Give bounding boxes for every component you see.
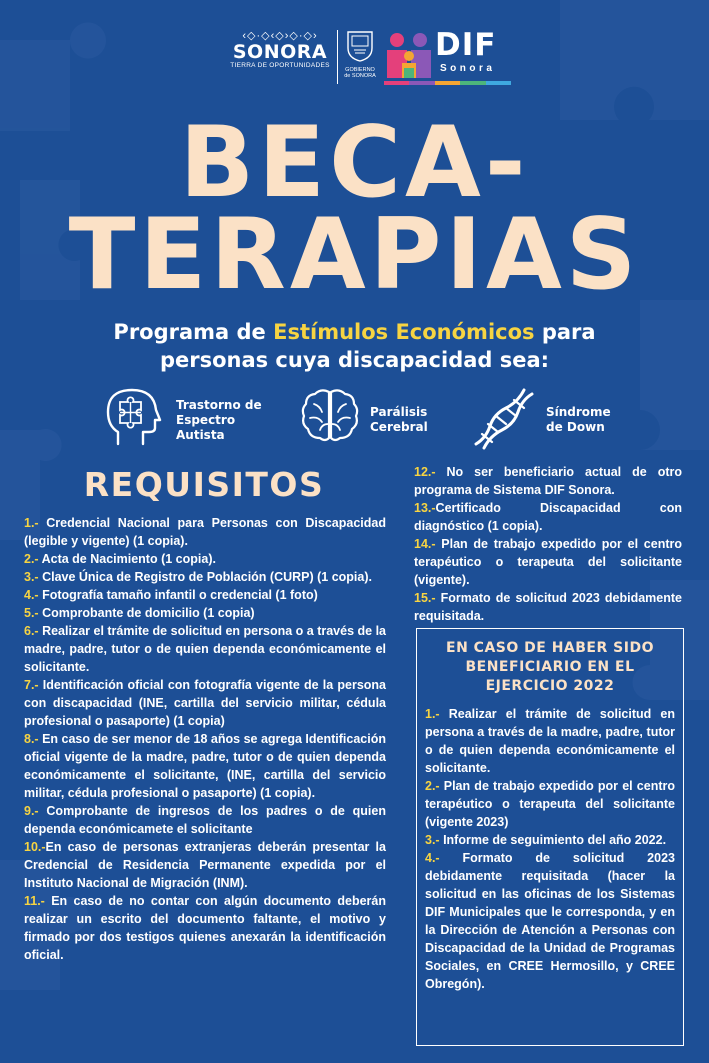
- requirement-number: 11.-: [24, 894, 45, 908]
- requirement-text: Clave Única de Registro de Población (CURP) (1 copia).: [38, 570, 372, 584]
- condition-autism-line2: Espectro: [176, 413, 236, 427]
- condition-cp-line1: Parálisis: [370, 405, 428, 419]
- condition-down-syndrome: [470, 386, 620, 456]
- requirement-item: [24, 730, 386, 802]
- requirement-text: Realizar el trámite de solicitud en persona o a través de la madre, padre, tutor o de quien dependa económicamente el solicitante.: [24, 624, 386, 674]
- requirement-text: Plan de trabajo expedido por el centro terapéutico o terapeuta del solicitante (vigente).: [414, 537, 682, 587]
- logo-divider: [337, 30, 338, 84]
- requirement-number: 15.-: [414, 591, 436, 605]
- box-title-line3: EJERCICIO 2022: [485, 678, 615, 694]
- dif-logo-name: DIF: [435, 27, 497, 63]
- requirement-number: 1.-: [24, 516, 39, 530]
- subtitle-line-1: [0, 318, 709, 346]
- beneficiary-number: 4.-: [425, 851, 440, 865]
- condition-cp-line2: Cerebral: [370, 420, 428, 434]
- requirement-text: Comprobante de ingresos de los padres o de quien dependa económicamete el solicitante: [24, 804, 386, 836]
- condition-down-line1: Síndrome: [546, 405, 611, 419]
- requirement-text: Fotografía tamaño infantil o credencial (1 foto): [38, 588, 318, 602]
- requirement-text: Credencial Nacional para Personas con Discapacidad (legible y vigente) (1 copia).: [24, 516, 386, 548]
- requirement-item: [414, 499, 682, 535]
- box-title-line1: EN CASO DE HABER SIDO: [446, 640, 654, 656]
- beneficiary-text: Plan de trabajo expedido por el centro terapéutico o terapeuta del solicitante (vigente 2023): [425, 779, 675, 829]
- requirement-number: 13.-: [414, 501, 436, 515]
- requisitos-heading: REQUISITOS: [83, 465, 325, 504]
- puzzle-head-icon: [104, 386, 166, 448]
- requirement-text: No ser beneficiario actual de otro programa de Sistema DIF Sonora.: [414, 465, 682, 497]
- requirement-text: Formato de solicitud 2023 debidamente requisitada.: [414, 591, 682, 623]
- condition-cp-label: [370, 405, 428, 435]
- condition-down-line2: de Down: [546, 420, 605, 434]
- requirement-number: 12.-: [414, 465, 436, 479]
- sonora-logo-name: SONORA: [232, 41, 328, 63]
- previous-beneficiary-title: [417, 639, 683, 696]
- requirement-text: Certificado Discapacidad con diagnóstico (1 copia).: [414, 501, 682, 533]
- condition-cerebral-palsy: [300, 386, 450, 456]
- gobierno-line1: GOBIERNO: [345, 67, 375, 73]
- requirement-item: [24, 550, 386, 568]
- beneficiary-item: [425, 777, 675, 831]
- condition-autism: [104, 386, 284, 456]
- beneficiary-item: [425, 831, 675, 849]
- dif-logo-state: Sonora: [440, 63, 496, 74]
- sonora-logo: [228, 30, 332, 70]
- condition-autism-line3: Autista: [176, 428, 225, 442]
- requirement-item: [24, 514, 386, 550]
- requirement-number: 8.-: [24, 732, 39, 746]
- requirement-text: Identificación oficial con fotografía vigente de la persona con discapacidad (INE, cartilla del servicio militar, cédula profesional o pasaporte) (1 copia): [24, 678, 386, 728]
- requirement-text: En caso de no contar con algún documento deberán realizar un escrito del documento faltante, el motivo y firmado por dos testigos quienes anexarán la identificación oficial.: [24, 894, 386, 962]
- requirement-number: 14.-: [414, 537, 436, 551]
- requirement-number: 10.-: [24, 840, 46, 854]
- requirement-item: [24, 586, 386, 604]
- beneficiary-number: 3.-: [425, 833, 440, 847]
- dna-icon: [470, 386, 536, 450]
- requirement-number: 5.-: [24, 606, 39, 620]
- beneficiary-number: 2.-: [425, 779, 440, 793]
- requirement-text: Comprobante de domicilio (1 copia): [38, 606, 255, 620]
- requirement-item: [24, 568, 386, 586]
- requirement-item: [24, 802, 386, 838]
- title-line-1: BECA-: [179, 106, 530, 220]
- subtitle-part2: para: [534, 320, 596, 344]
- brain-icon: [300, 386, 360, 446]
- requirement-number: 9.-: [24, 804, 39, 818]
- condition-autism-label: [176, 398, 262, 443]
- requirement-item: [414, 535, 682, 589]
- requirement-item: [24, 892, 386, 964]
- family-icon: [384, 30, 434, 80]
- program-subtitle: [0, 318, 709, 374]
- condition-autism-line1: Trastorno de: [176, 398, 262, 412]
- beneficiary-text: Formato de solicitud 2023 debidamente requisitada (hacer la solicitud en las oficinas de los Sistemas DIF Municipales que le corresponda, y en la Dirección de Atención a Personas con Discapacidad de la Unidad de Programas Sociales, en CREE Hermosillo, y CREE Obregón).: [425, 851, 675, 991]
- title-line-2: TERAPIAS: [68, 198, 641, 312]
- beneficiary-text: Informe de seguimiento del año 2022.: [439, 833, 667, 847]
- beneficiary-number: 1.-: [425, 707, 440, 721]
- previous-beneficiary-box: [416, 628, 684, 1046]
- requirements-list-right: [414, 463, 682, 625]
- condition-down-label: [546, 405, 611, 435]
- requirement-number: 2.-: [24, 552, 39, 566]
- previous-beneficiary-list: [425, 705, 675, 993]
- dif-logo: [384, 27, 512, 86]
- requirement-text: Acta de Nacimiento (1 copia).: [38, 552, 216, 566]
- gobierno-logo: [343, 30, 377, 79]
- requirement-number: 7.-: [24, 678, 39, 692]
- requirement-item: [24, 622, 386, 676]
- requirement-number: 3.-: [24, 570, 39, 584]
- requirement-number: 6.-: [24, 624, 39, 638]
- subtitle-line-2: personas cuya discapacidad sea:: [159, 348, 550, 372]
- requirement-item: [414, 463, 682, 499]
- beneficiary-item: [425, 849, 675, 993]
- requirement-text: En caso de ser menor de 18 años se agrega Identificación oficial vigente de la madre, padre, tutor o de quien dependa económicamente el solicitante, (INE, cartilla del servicio militar, cédula profesional o pasaporte) (1 copia).: [24, 732, 386, 800]
- beneficiary-item: [425, 705, 675, 777]
- sonora-pattern-icon: ‹◇·◇‹◇›◇·◇›: [242, 30, 318, 42]
- gobierno-line2: de SONORA: [344, 73, 376, 79]
- requirements-list-left: [24, 514, 386, 964]
- subtitle-highlight: Estímulos Económicos: [273, 320, 535, 344]
- sonora-logo-tagline: TIERRA DE OPORTUNIDADES: [230, 62, 330, 69]
- beneficiary-text: Realizar el trámite de solicitud en persona a través de la madre, padre, tutor o de quien dependa económicamente el solicitante.: [425, 707, 675, 775]
- box-title-line2: BENEFICIARIO EN EL: [465, 659, 635, 675]
- requirement-item: [24, 838, 386, 892]
- state-shield-icon: [346, 30, 374, 62]
- requirement-item: [24, 604, 386, 622]
- subtitle-part1: Programa de: [113, 320, 274, 344]
- requirement-text: En caso de personas extranjeras deberán presentar la Credencial de Residencia Permanente expedida por el Instituto Nacional de Migración (INM).: [24, 840, 386, 890]
- requirement-item: [414, 589, 682, 625]
- requirement-number: 4.-: [24, 588, 39, 602]
- dif-color-stripes: [384, 81, 511, 85]
- requirement-item: [24, 676, 386, 730]
